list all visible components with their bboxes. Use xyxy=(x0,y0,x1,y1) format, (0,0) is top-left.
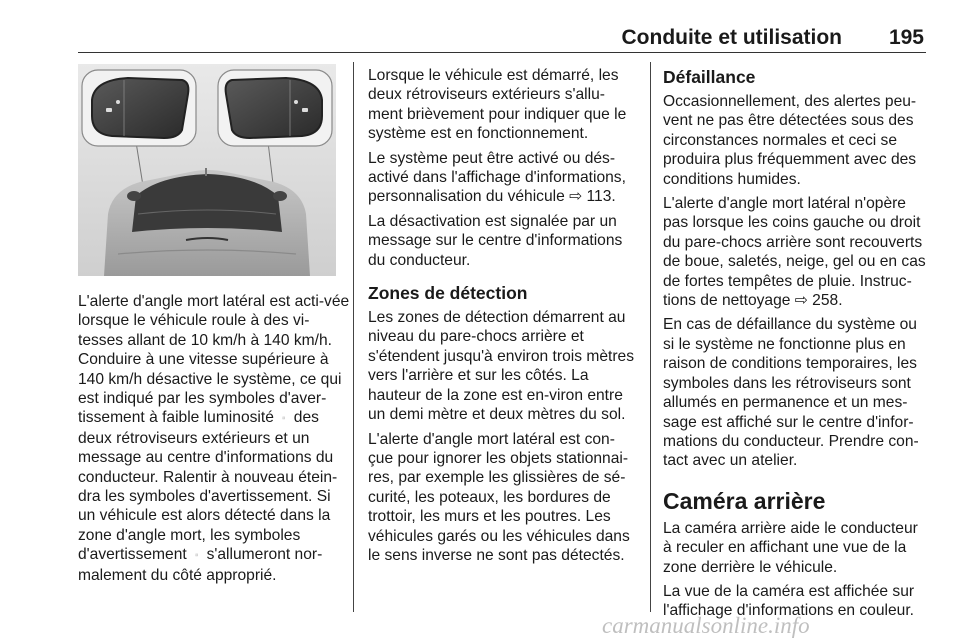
paragraph: L'alerte d'angle mort latéral est con-çue pour ignorer les objets stationnai-res, par exemple les glissières de sé-curité, les poteaux, les bordures de trottoir, les murs et les poutres. Les véhicules garés ou les véhicules dans le sens inverse ne sont pas détectés. xyxy=(368,430,630,564)
paragraph: Les zones de détection démarrent au niveau du pare-chocs arrière et s'étendent jusqu'à environ trois mètres vers l'arrière et sur les côtés. La hauteur de la zone est en-viron entre un demi mètre et deux mètres du sol. xyxy=(368,309,634,424)
heading-camera: Caméra arrière xyxy=(663,487,826,514)
section-title: Conduite et utilisation xyxy=(621,26,842,49)
paragraph: En cas de défaillance du système ou si le système ne fonctionne plus en raison de conditions temporaires, les symboles dans les rétroviseurs sont allumés en permanence et un mes-sage est affiché sur le centre d'infor-mations du conducteur. Prendre con-tact avec un atelier. xyxy=(663,316,919,470)
paragraph: L'alerte d'angle mort latéral est acti-vée lorsque le véhicule roule à des vi-tesses allant de 10 km/h à 140 km/h. Conduire à une vitesse supérieure à 140 km/h désactive le système, ce qui est indiqué par les symboles d'aver-tissement à faible luminosité ▫️ des deux rétroviseurs extérieurs et un message au centre d'informations du conducteur. Ralentir à nouveau étein-dra les symboles d'avertissement. Si un véhicule est alors détecté dans la zone d'angle mort, les symboles d'avertissement ▫️ s'allumeront nor-malement du côté approprié. xyxy=(78,293,350,584)
car-rear-mirrors-illustration xyxy=(78,64,336,276)
column-middle xyxy=(368,66,634,570)
paragraph: Lorsque le véhicule est démarré, les deux rétroviseurs extérieurs s'allu-ment brièvement pour indiquer que le système est en fonctionnement. xyxy=(368,67,627,143)
paragraph: La caméra arrière aide le conducteur à reculer en affichant une vue de la zone derrière le véhicule. xyxy=(663,519,918,576)
paragraph: Occasionnellement, des alertes peu-vent ne pas être détectées sous des circonstances normales et ceci se produira plus fréquemment avec des conditions humides. xyxy=(663,93,917,188)
paragraph: Le système peut être activé ou dés-activé dans l'affichage d'informations, personnalisation du véhicule ⇨ 113. xyxy=(368,149,626,206)
blind-spot-symbol-icon: ▫️ xyxy=(278,413,290,424)
blind-spot-symbol-icon: ▫️ xyxy=(191,550,203,561)
page-header xyxy=(78,22,926,53)
heading-zones: Zones de détection xyxy=(368,283,528,304)
heading-defaillance: Défaillance xyxy=(663,67,756,87)
column-left xyxy=(78,292,350,590)
paragraph: L'alerte d'angle mort latéral n'opère pas lorsque les coins gauche ou droit du pare-chocs arrière sont recouverts de boue, saletés, neige, gel ou en cas de fortes tempêtes de pluie. Instruc-tions de nettoyage ⇨ 258. xyxy=(663,195,926,310)
page-number: 195 xyxy=(888,26,924,49)
paragraph: La vue de la caméra est affichée sur l'affichage d'informations en couleur. xyxy=(663,582,915,620)
column-right xyxy=(663,66,927,626)
paragraph: La désactivation est signalée par un message sur le centre d'informations du conducteur. xyxy=(368,212,623,269)
watermark: carmanualsonline.info xyxy=(602,613,810,638)
column-divider xyxy=(650,62,651,612)
column-divider xyxy=(353,62,354,612)
